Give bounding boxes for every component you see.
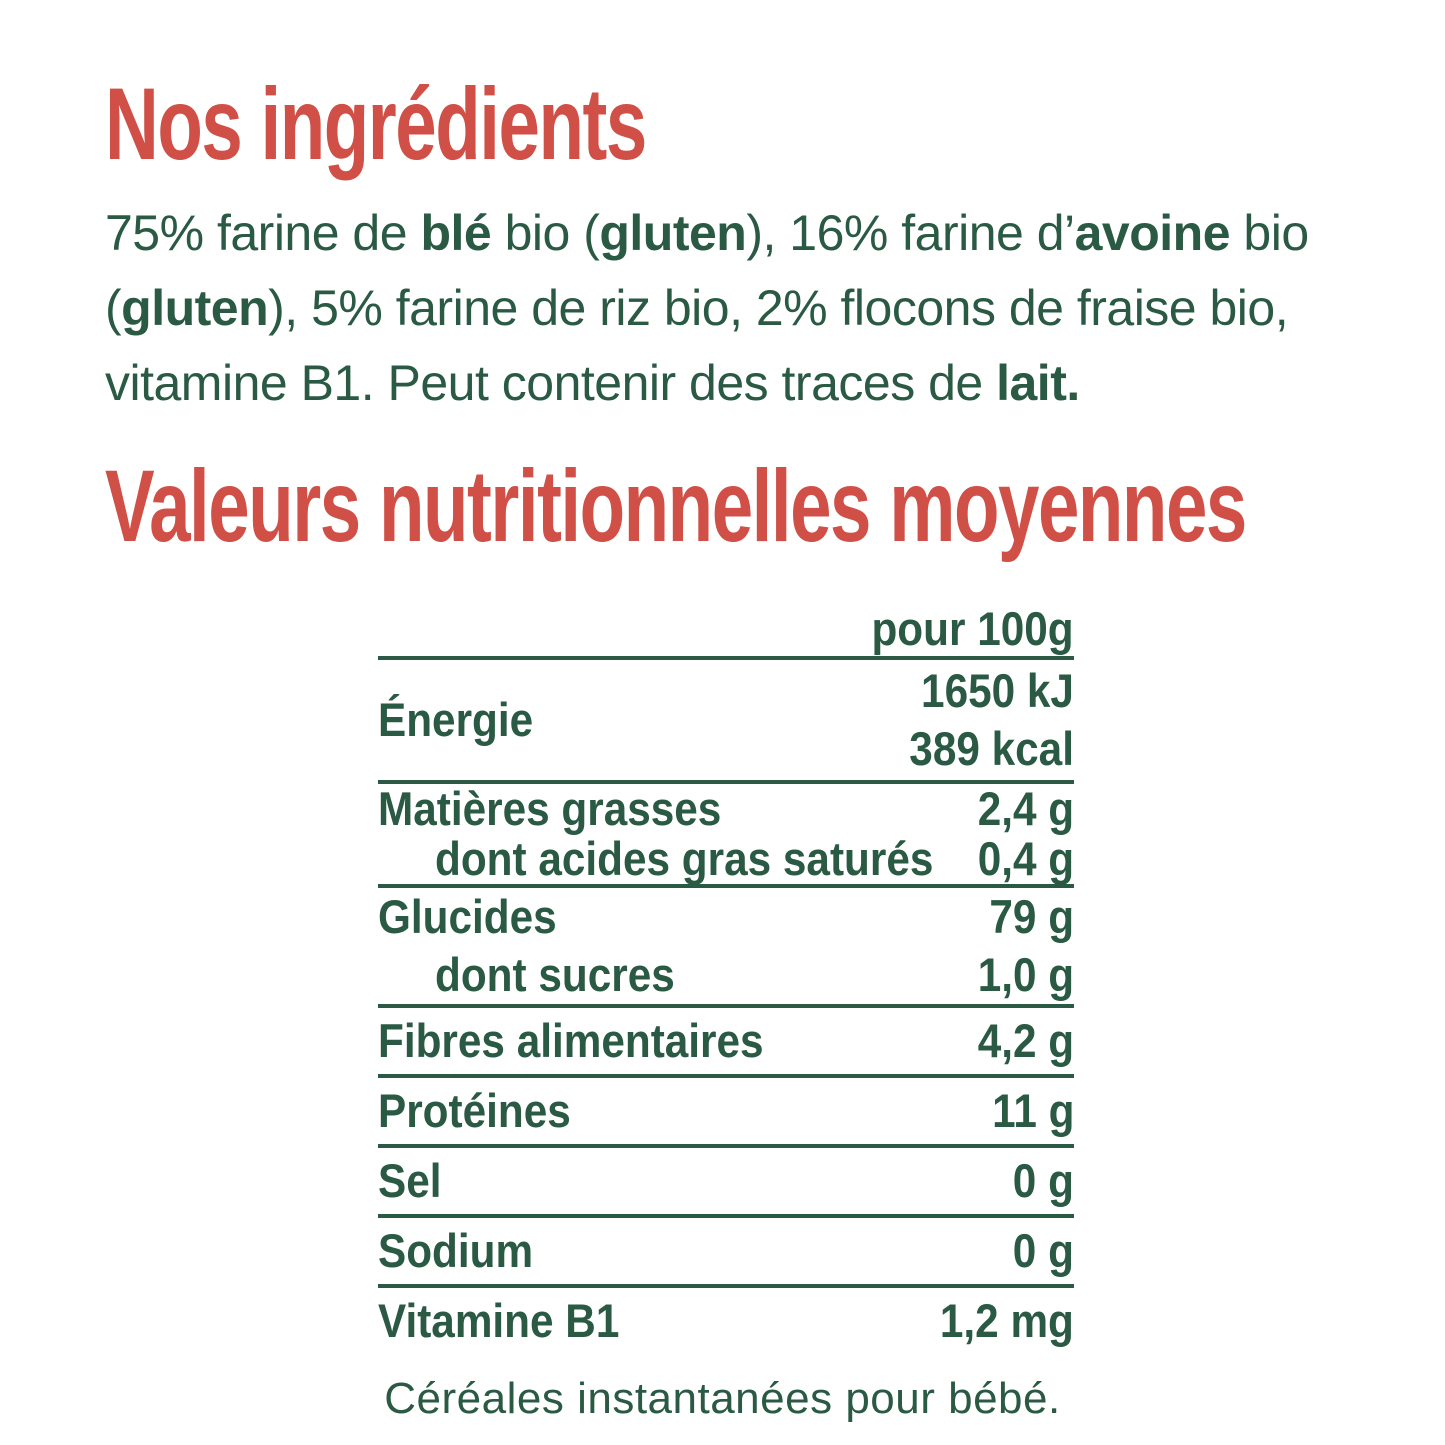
ingredient-segment: (: [105, 280, 122, 336]
row-label: Protéines: [378, 1084, 571, 1137]
nutrition-heading: Valeurs nutritionnelles moyennes: [105, 449, 1246, 563]
row-proteines: [378, 1078, 1074, 1148]
row-label: Énergie: [378, 693, 534, 746]
row-sub-line: [378, 834, 1074, 884]
ingredient-segment: vitamine B1. Peut contenir des traces de: [105, 355, 997, 411]
row-main-line: [378, 1008, 1074, 1074]
row-label: Matières grasses: [378, 782, 722, 835]
row-label: Glucides: [378, 890, 557, 943]
row-main-line: [378, 888, 1074, 946]
row-label: Vitamine B1: [378, 1294, 620, 1347]
allergen-avoine: avoine: [1074, 205, 1231, 261]
ingredients-text: [105, 196, 1309, 421]
allergen-ble: blé: [420, 205, 492, 261]
row-sodium: [378, 1218, 1074, 1288]
ingredient-segment: ), 5% farine de riz bio, 2% flocons de fraise bio,: [268, 280, 1289, 336]
allergen-gluten: gluten: [599, 205, 747, 261]
ingredients-heading: Nos ingrédients: [105, 67, 646, 181]
row-value: 4,2 g: [977, 1014, 1074, 1067]
row-value: 0 g: [1012, 1154, 1074, 1207]
row-sel: [378, 1148, 1074, 1218]
nutrition-table: [378, 594, 1074, 1354]
row-sub-value: 0,4 g: [977, 832, 1074, 885]
row-label: Sel: [378, 1154, 442, 1207]
row-main-line: [378, 784, 1074, 834]
row-label: Sodium: [378, 1224, 534, 1277]
value-kj: 1650 kJ: [921, 664, 1074, 717]
allergen-gluten: gluten: [121, 280, 269, 336]
row-value: 0 g: [1012, 1224, 1074, 1277]
ingredient-segment: bio: [1230, 205, 1309, 261]
column-header-per-100g: pour 100g: [871, 602, 1074, 655]
ingredients-line: [105, 196, 1309, 271]
row-value: 1,2 mg: [939, 1294, 1074, 1347]
row-fibres: [378, 1008, 1074, 1078]
row-main-line: [378, 1288, 1074, 1354]
row-vitamine-b1: [378, 1288, 1074, 1354]
row-main-line: [378, 1078, 1074, 1144]
ingredient-segment: 75% farine de: [105, 205, 421, 261]
row-value: 2,4 g: [977, 782, 1074, 835]
row-sub-value: 1,0 g: [977, 948, 1074, 1001]
ingredients-line: [105, 271, 1309, 346]
row-value: 79 g: [989, 890, 1074, 943]
row-label: Fibres alimentaires: [378, 1014, 764, 1067]
row-glucides: [378, 888, 1074, 1008]
product-description: Céréales instantanées pour bébé.: [384, 1374, 1061, 1423]
value-kcal: 389 kcal: [909, 722, 1074, 775]
row-energie: [378, 660, 1074, 784]
allergen-lait: lait.: [996, 355, 1080, 411]
row-main-line: [378, 1148, 1074, 1214]
row-matieres-grasses: [378, 784, 1074, 888]
ingredients-line: [105, 346, 1309, 421]
row-sub-label: dont acides gras saturés: [435, 832, 934, 885]
ingredient-segment: ), 16% farine d’: [746, 205, 1075, 261]
ingredient-segment: bio (: [491, 205, 600, 261]
row-values: [891, 662, 1074, 778]
row-main-line: [378, 1218, 1074, 1284]
row-sub-line: [378, 946, 1074, 1004]
table-header-row: [378, 594, 1074, 660]
row-sub-label: dont sucres: [435, 948, 675, 1001]
row-value: 11 g: [991, 1084, 1074, 1137]
